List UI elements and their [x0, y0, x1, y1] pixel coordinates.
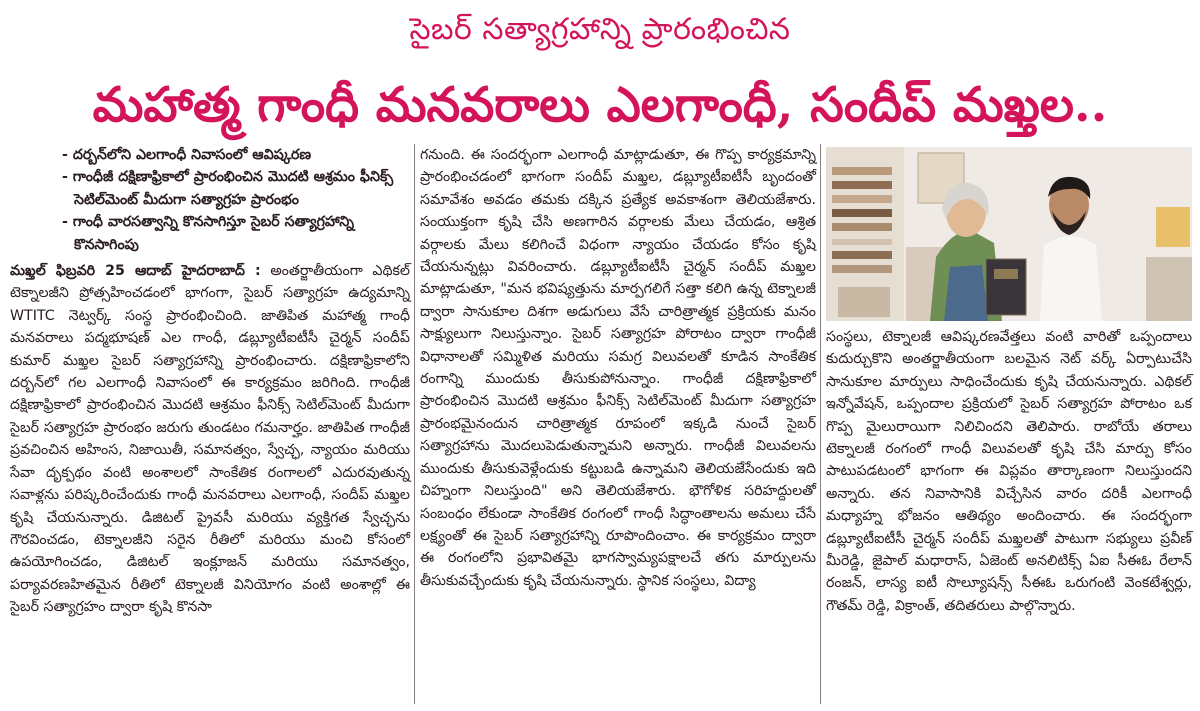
- article-column-2: [420, 144, 816, 592]
- article-column-3: [826, 326, 1192, 617]
- article-kicker: సైబర్ సత్యాగ్రహాన్ని ప్రారంభించిన: [409, 12, 791, 47]
- column-divider: [820, 144, 821, 704]
- bullet-item: - గాంధీజీ దక్షిణాఫ్రికాలో ప్రారంభించిన మొదటి ఆశ్రమం ఫీనిక్స్ సెటిల్‌మెంట్ మీదుగా సత్యాగ్రహ ప్రారంభం: [62, 169, 394, 208]
- body-text: గనుంది. ఈ సందర్భంగా ఎలగాంధీ మాట్లాడుతూ, ఈ గొప్ప కార్యక్రమాన్ని ప్రారంభించడంలో భాగంగా సందీప్ మఖ్తల, డబ్ల్యూటీఐటీసీ బృందంతో సమావేశం అవడం తమకు దక్కిన ప్రత్యేక అవకాశంగా తెలియజేశారు. సంయుక్తంగా కృషి చేసి అణగారిన వర్గాలకు మేలు చేయడం, ఆశ్రిత వర్గాలకు మేలు కలిగించే విధంగా న్యాయం చేయడం కోసం కృషి చేయనున్నట్లు వివరించారు. డబ్ల్యూటీఐటీసీ చైర్మన్ సందీప్ మఖ్తల మాట్లాడుతూ, "మన భవిష్యత్తును మార్పగలిగే సత్తా కలిగి ఉన్న టెక్నాలజీ ద్వారా సానుకూల దిశగా అడుగులు వేసే చారిత్రాత్మక ప్రక్రియకు మనం సాక్ష్యులుగా నిలుస్తున్నాం. సైబర్ సత్యాగ్రహ పోరాటం ద్వారా గాంధీజీ విధానాలతో సమ్మిళిత మరియు సమగ్ర విలువలతో కూడిన సాంకేతిక రంగాన్ని ముందుకు తీసుకుపోనున్నాం. గాంధీజీ దక్షిణాఫ్రికాలో ప్రారంభించిన మొదటి ఆశ్రమం ఫీనిక్స్ సెటిల్‌మెంట్ మీదుగా సత్యాగ్రహ ప్రారంభమైనందున చారిత్రాత్మక రూపంలో ఇక్కడి నుంచే సైబర్ సత్యాగ్రహాను మొదలుపెడుతున్నామని అన్నారు. గాంధీజీ విలువలను ముందుకు తీసుకువెళ్లేందుకు కట్టుబడి ఉన్నామని తెలియజేసేందుకు ఇది చిహ్నంగా నిలుస్తుంది" అని తెలియజేశారు. భౌగోళిక సరిహద్దులతో సంబంధం లేకుండా సాంకేతిక రంగంలో గాంధీ సిద్ధాంతాలను అమలు చేసే లక్ష్యంతో ఈ సైబర్ సత్యాగ్రహాన్ని రూపొందించాం. ఈ కార్యక్రమం ద్వారా ఈ రంగంలోని ప్రభావితమై భాగస్వామ్యపక్షాలచే తగు మార్పులను తీసుకువచ్చేందుకు కృషి చేయనున్నారు. స్థానిక సంస్థలు, విద్యా: [420, 147, 816, 589]
- body-text: సంస్థలు, టెక్నాలజీ ఆవిష్కరణవేత్తలు వంటి వారితో ఒప్పందాలు కుదుర్చుకొని అంతర్జాతీయంగా బలమైన నెట్ వర్క్ ఏర్పాటుచేసి సానుకూల మార్పులు సాధించేందుకు కృషి చేయనున్నారు. ఎథికల్ ఇన్నోవేషన్, ఒప్పందాల ప్రక్రియలో సైబర్ సత్యాగ్రహ పోరాటం ఒక గొప్ప మైలురాయిగా నిలిచిందని తెలిపారు. రాబోయే తరాలు టెక్నాలజీ రంగంలో గాంధీ విలువలతో కృషి చేసి మార్పు కోసం పాటుపడటంలో భాగంగా ఈ విప్లవం తార్కాణంగా నిలుస్తుందని అన్నారు. తన నివాసానికి విచ్చేసిన వారం దరికీ ఎలగాంధీ మధ్యాహ్న భోజనం ఆతిథ్యం అందించారు. ఈ సందర్భంగా డబ్ల్యూటీఐటీసీ చైర్మన్ సందీప్ మఖ్తలతో పాటుగా సభ్యులు ప్రవీణ్ మీరెడ్డి, జైపాల్ మధారాస్, ఏజెంట్ అనలిటిక్స్ ఏఐ సీఈఓ రేలాన్ రంజన్, లాస్య ఐటీ సొల్యూషన్స్ సీఈఓ ఒరుగంటి వెంకటేశ్వర్లు, గౌతమ్ రెడ్డి, విక్రాంత్, తదితరులు పాల్గొన్నారు.: [826, 329, 1192, 614]
- event-photo: [826, 147, 1192, 321]
- column-divider: [414, 144, 415, 704]
- bullet-item: - దర్బన్‌లోని ఎలగాంధీ నివాసంలో ఆవిష్కరణ: [62, 147, 312, 163]
- article-paragraph: [10, 260, 410, 619]
- bullet-item: - గాంధీ వారసత్వాన్ని కొనసాగిస్తూ సైబర్ సత్యాగ్రహాన్ని కొనసాగింపు: [62, 214, 355, 253]
- dateline: మఖ్తల్ ఫిబ్రవరి 25 ఆదాబ్ హైదరాబాద్ :: [10, 263, 261, 280]
- article-column-1: [10, 144, 410, 619]
- highlight-bullets: [10, 144, 410, 256]
- article-headline: మహాత్మ గాంధీ మనవరాలు ఎలగాంధీ, సందీప్ మఖ్తల..: [92, 77, 1108, 133]
- body-text: అంతర్జాతీయంగా ఎథికల్ టెక్నాలజీని ప్రోత్సహించడంలో భాగంగా, సైబర్ సత్యాగ్రహ ఉద్యమాన్ని WTITC నెట్వర్క్ సంస్థ ప్రారంభించింది. జాతిపిత మహాత్మ గాంధీ మనవరాలు పద్మభూషణ్ ఎల గాంధీ, డబ్ల్యూటీఐటీసీ చైర్మన్ సందీప్ కుమార్ మఖ్తల సైబర్ సత్యాగ్రహాన్ని ప్రారంభించారు. దక్షిణాఫ్రికాలోని దర్బన్‌లో గల ఎలగాంధీ నివాసంలో ఈ కార్యక్రమం జరిగింది. గాంధీజీ దక్షిణాఫ్రికాలో ప్రారంభించిన మొదటి ఆశ్రమం ఫీనిక్స్ సెటిల్‌మెంట్ మీదుగా సైబర్ సత్యాగ్రహ ప్రారంభం జరుగు తుండటం గమనార్హం. జాతిపిత గాంధీజీ ప్రవచించిన అహింస, నిజాయితీ, సమానత్వం, స్వేచ్ఛ, న్యాయం మరియు సేవా దృక్పథం వంటి అంశాలలో సాంకేతిక రంగాలలో ఎదురవుతున్న సవాళ్లను పరిష్కరించేందుకు గాంధీ మనవరాలు ఎలగాంధీ, సందీప్ మఖ్తల కృషి చేయనున్నారు. డిజిటల్ ప్రైవసీ మరియు వ్యక్తిగత స్వేచ్ఛను గౌరవించడం, టెక్నాలజీని సరైన రీతిలో మరియు మంచి కోసంలో ఉపయోగించడం, డిజిటల్ ఇంక్లూజన్ మరియు సమానత్వం, పర్యావరణహితమైన రీతిలో టెక్నాలజీ వినియోగం వంటి అంశాల్లో ఈ సైబర్ సత్యాగ్రహం ద్వారా కృషి కొనసా: [10, 263, 410, 616]
